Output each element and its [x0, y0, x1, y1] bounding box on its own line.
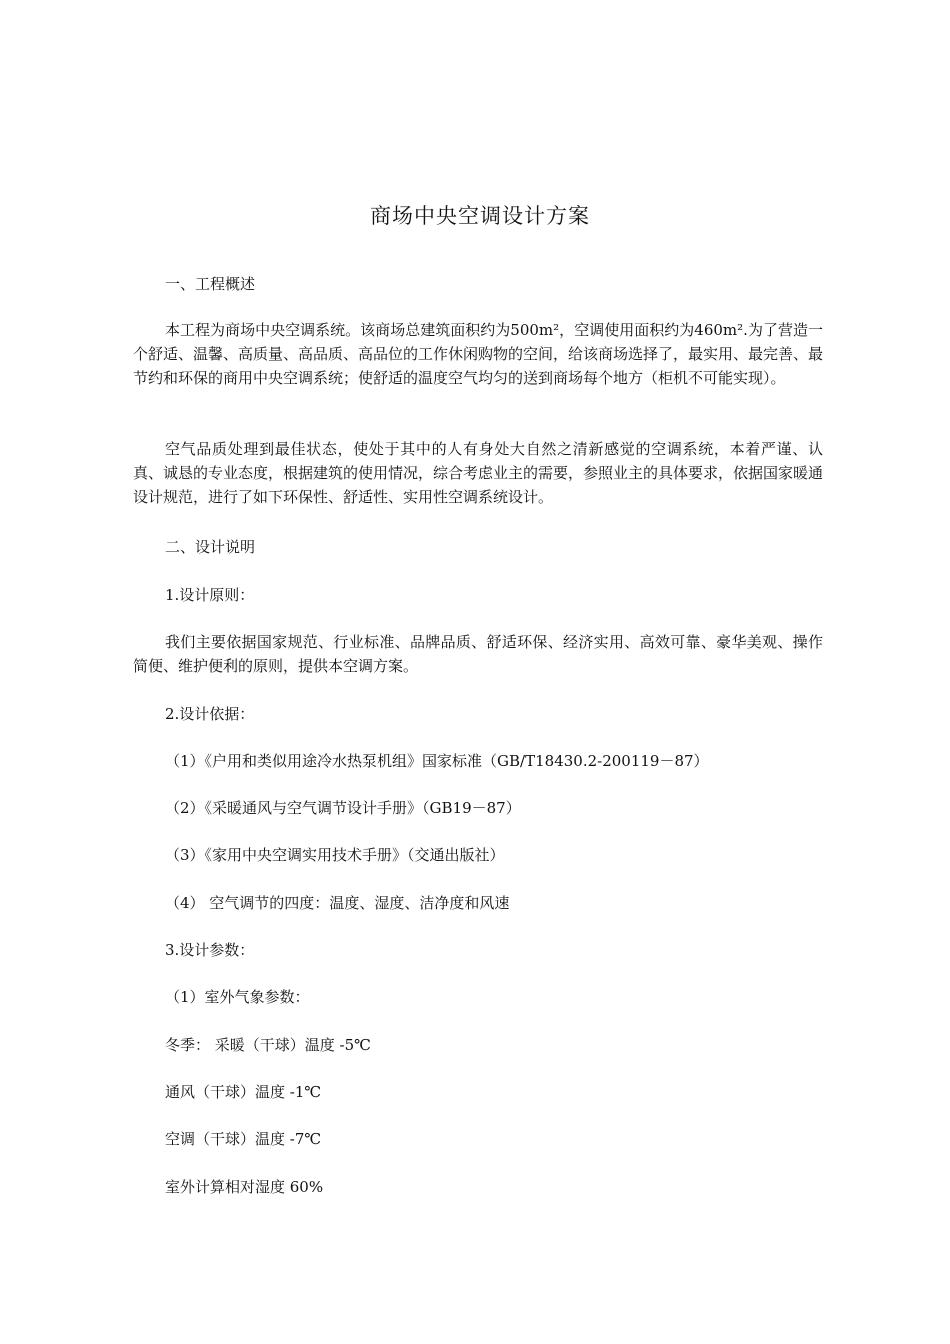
section-heading-design-notes: 二、设计说明	[165, 538, 256, 556]
reference-item-1: （1）《户用和类似用途冷水热泵机组》国家标准（GB/T18430.2-200119－87）	[165, 752, 709, 770]
param-air-conditioning: 空调（干球）温度 -7℃	[165, 1130, 322, 1148]
subheading-design-basis: 2.设计依据：	[165, 705, 255, 723]
paragraph-project-overview: 本工程为商场中央空调系统。该商场总建筑面积约为500m²，空调使用面积约为460m².为了营造一个舒适、温馨、高质量、高品质、高品位的工作休闲购物的空间，给该商场选择了，最实用、最完善、最节约和环保的商用中央空调系统；使舒适的温度空气均匀的送到商场每个地方（柜机不可能实现）。	[133, 321, 824, 387]
paragraph-air-quality: 空气品质处理到最佳状态，使处于其中的人有身处大自然之清新感觉的空调系统，本着严谨、认真、诚恳的专业态度，根据建筑的使用情况，综合考虑业主的需要，参照业主的具体要求，依据国家暖通设计规范，进行了如下环保性、舒适性、实用性空调系统设计。	[133, 440, 824, 506]
param-relative-humidity: 室外计算相对湿度 60%	[165, 1178, 324, 1196]
document-title: 商场中央空调设计方案	[370, 204, 590, 228]
param-ventilation: 通风（干球）温度 -1℃	[165, 1083, 322, 1101]
subheading-design-parameters: 3.设计参数：	[165, 941, 255, 959]
paragraph-design-principles: 我们主要依据国家规范、行业标准、品牌品质、舒适环保、经济实用、高效可靠、豪华美观、操作简便、维护便利的原则，提供本空调方案。	[133, 633, 823, 675]
param-winter-heating: 冬季： 采暖（干球）温度 -5℃	[165, 1036, 371, 1054]
subheading-design-principles: 1.设计原则：	[165, 586, 255, 604]
reference-item-4: （4） 空气调节的四度：温度、湿度、洁净度和风速	[165, 894, 510, 912]
reference-item-2: （2）《采暖通风与空气调节设计手册》（GB19－87）	[165, 799, 521, 817]
subheading-outdoor-weather: （1）室外气象参数：	[165, 988, 310, 1006]
reference-item-3: （3）《家用中央空调实用技术手册》（交通出版社）	[165, 846, 505, 864]
section-heading-overview: 一、工程概述	[165, 275, 256, 293]
